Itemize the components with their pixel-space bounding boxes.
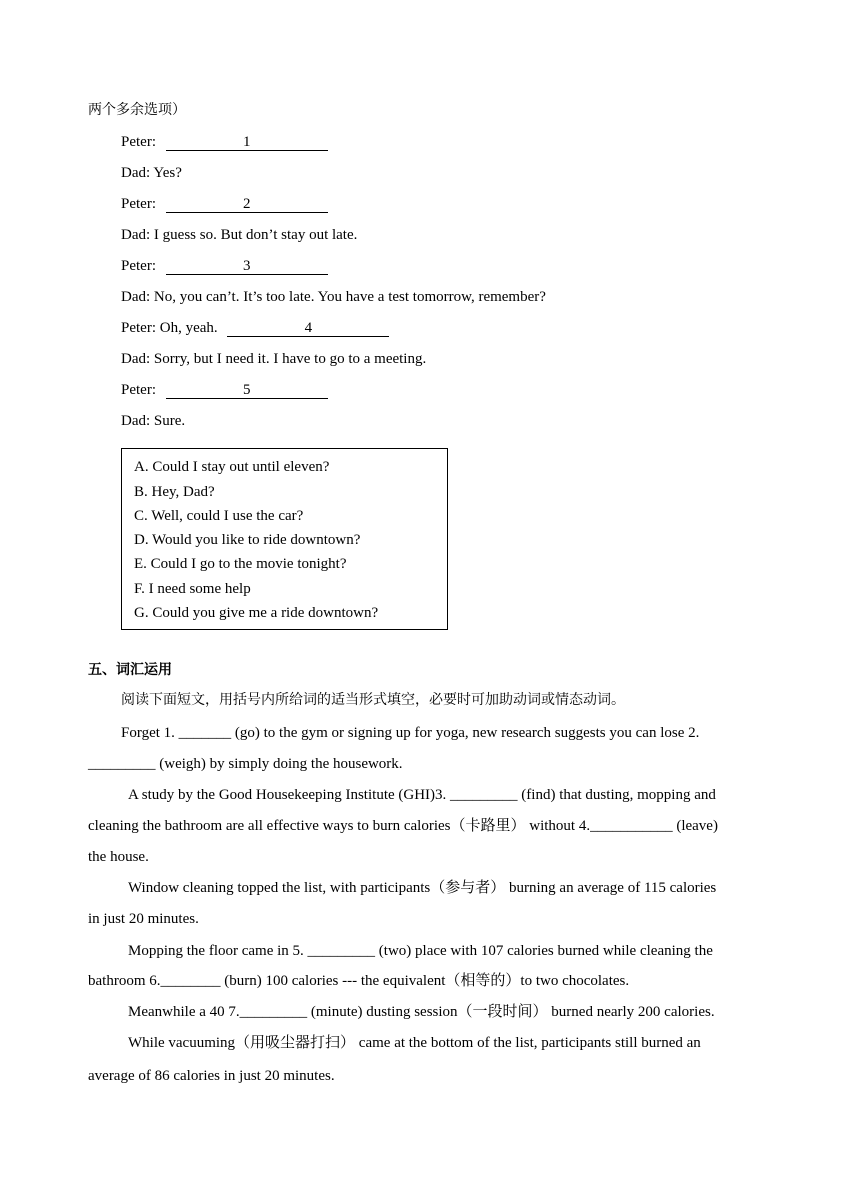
section-title: 五、词汇运用 — [88, 662, 172, 678]
dialogue-line-9 — [121, 380, 328, 400]
passage-line-1: Forget 1. _______ (go) to the gym or signing up for yoga, new research suggests you can lose 2. — [121, 725, 700, 741]
dialogue-line-5 — [121, 256, 328, 276]
blank-3[interactable] — [166, 258, 328, 275]
passage-line-11: While vacuuming（用吸尘器打扫） came at the bottom of the list, participants still burned an — [128, 1035, 701, 1051]
speaker: Dad: — [121, 351, 151, 367]
dialogue-text: Sure. — [153, 413, 186, 429]
speaker: Peter: — [121, 196, 156, 212]
option-a: A. Could I stay out until eleven? — [134, 459, 330, 475]
blank-2[interactable] — [166, 196, 328, 213]
options-box — [121, 448, 448, 630]
passage-line-5: the house. — [88, 849, 149, 865]
passage-line-4: cleaning the bathroom are all effective ways to burn calories（卡路里） without 4.___________ (leave) — [88, 818, 718, 834]
blank-4[interactable] — [227, 320, 389, 337]
passage-line-7: in just 20 minutes. — [88, 911, 199, 927]
dialogue-line-2 — [121, 163, 182, 183]
blank-number: 3 — [243, 258, 251, 274]
dialogue-text: No, you can’t. It’s too late. You have a test tomorrow, remember? — [153, 289, 546, 305]
passage-line-6: Window cleaning topped the list, with participants（参与者） burning an average of 115 calories — [128, 880, 717, 896]
speaker: Peter: — [121, 382, 156, 398]
option-f: F. I need some help — [134, 581, 251, 597]
dialogue-text: Yes? — [153, 165, 182, 181]
speaker: Peter: — [121, 134, 156, 150]
dialogue-line-6 — [121, 287, 546, 307]
speaker: Peter: — [121, 258, 156, 274]
dialogue-text: Sorry, but I need it. I have to go to a meeting. — [153, 351, 427, 367]
option-g: G. Could you give me a ride downtown? — [134, 605, 379, 621]
speaker: Dad: — [121, 165, 151, 181]
passage-line-12: average of 86 calories in just 20 minutes. — [88, 1068, 335, 1084]
dialogue-line-3 — [121, 194, 328, 214]
speaker: Peter: — [121, 320, 156, 336]
instruction: 阅读下面短文，用括号内所给词的适当形式填空，必要时可加助动词或情态动词。 — [121, 692, 625, 708]
speaker: Dad: — [121, 289, 151, 305]
dialogue-line-10 — [121, 411, 185, 431]
dialogue-line-8 — [121, 349, 426, 369]
option-b: B. Hey, Dad? — [134, 484, 215, 500]
dialogue-line-7 — [121, 318, 389, 338]
passage-line-2: _________ (weigh) by simply doing the housework. — [88, 756, 403, 772]
option-c: C. Well, could I use the car? — [134, 508, 304, 524]
dialogue-text: I guess so. But don’t stay out late. — [153, 227, 358, 243]
speaker: Dad: — [121, 227, 151, 243]
dialogue-text: Oh, yeah. — [159, 320, 218, 336]
passage-line-10: Meanwhile a 40 7._________ (minute) dusting session（一段时间） burned nearly 200 calories. — [128, 1004, 715, 1020]
dialogue-line-1 — [121, 132, 328, 152]
passage-line-3: A study by the Good Housekeeping Institute (GHI)3. _________ (find) that dusting, mopping and — [128, 787, 716, 803]
blank-number: 2 — [243, 196, 251, 212]
blank-1[interactable] — [166, 134, 328, 151]
option-e: E. Could I go to the movie tonight? — [134, 556, 347, 572]
option-d: D. Would you like to ride downtown? — [134, 532, 361, 548]
passage-line-8: Mopping the floor came in 5. _________ (two) place with 107 calories burned while cleaning the — [128, 943, 713, 959]
dialogue-line-4 — [121, 225, 357, 245]
passage-line-9: bathroom 6.________ (burn) 100 calories --- the equivalent（相等的）to two chocolates. — [88, 973, 630, 989]
speaker: Dad: — [121, 413, 151, 429]
blank-number: 4 — [304, 320, 313, 336]
blank-number: 1 — [243, 134, 251, 150]
header-fragment: 两个多余选项） — [88, 102, 186, 118]
blank-5[interactable] — [166, 382, 328, 399]
blank-number: 5 — [243, 382, 251, 398]
